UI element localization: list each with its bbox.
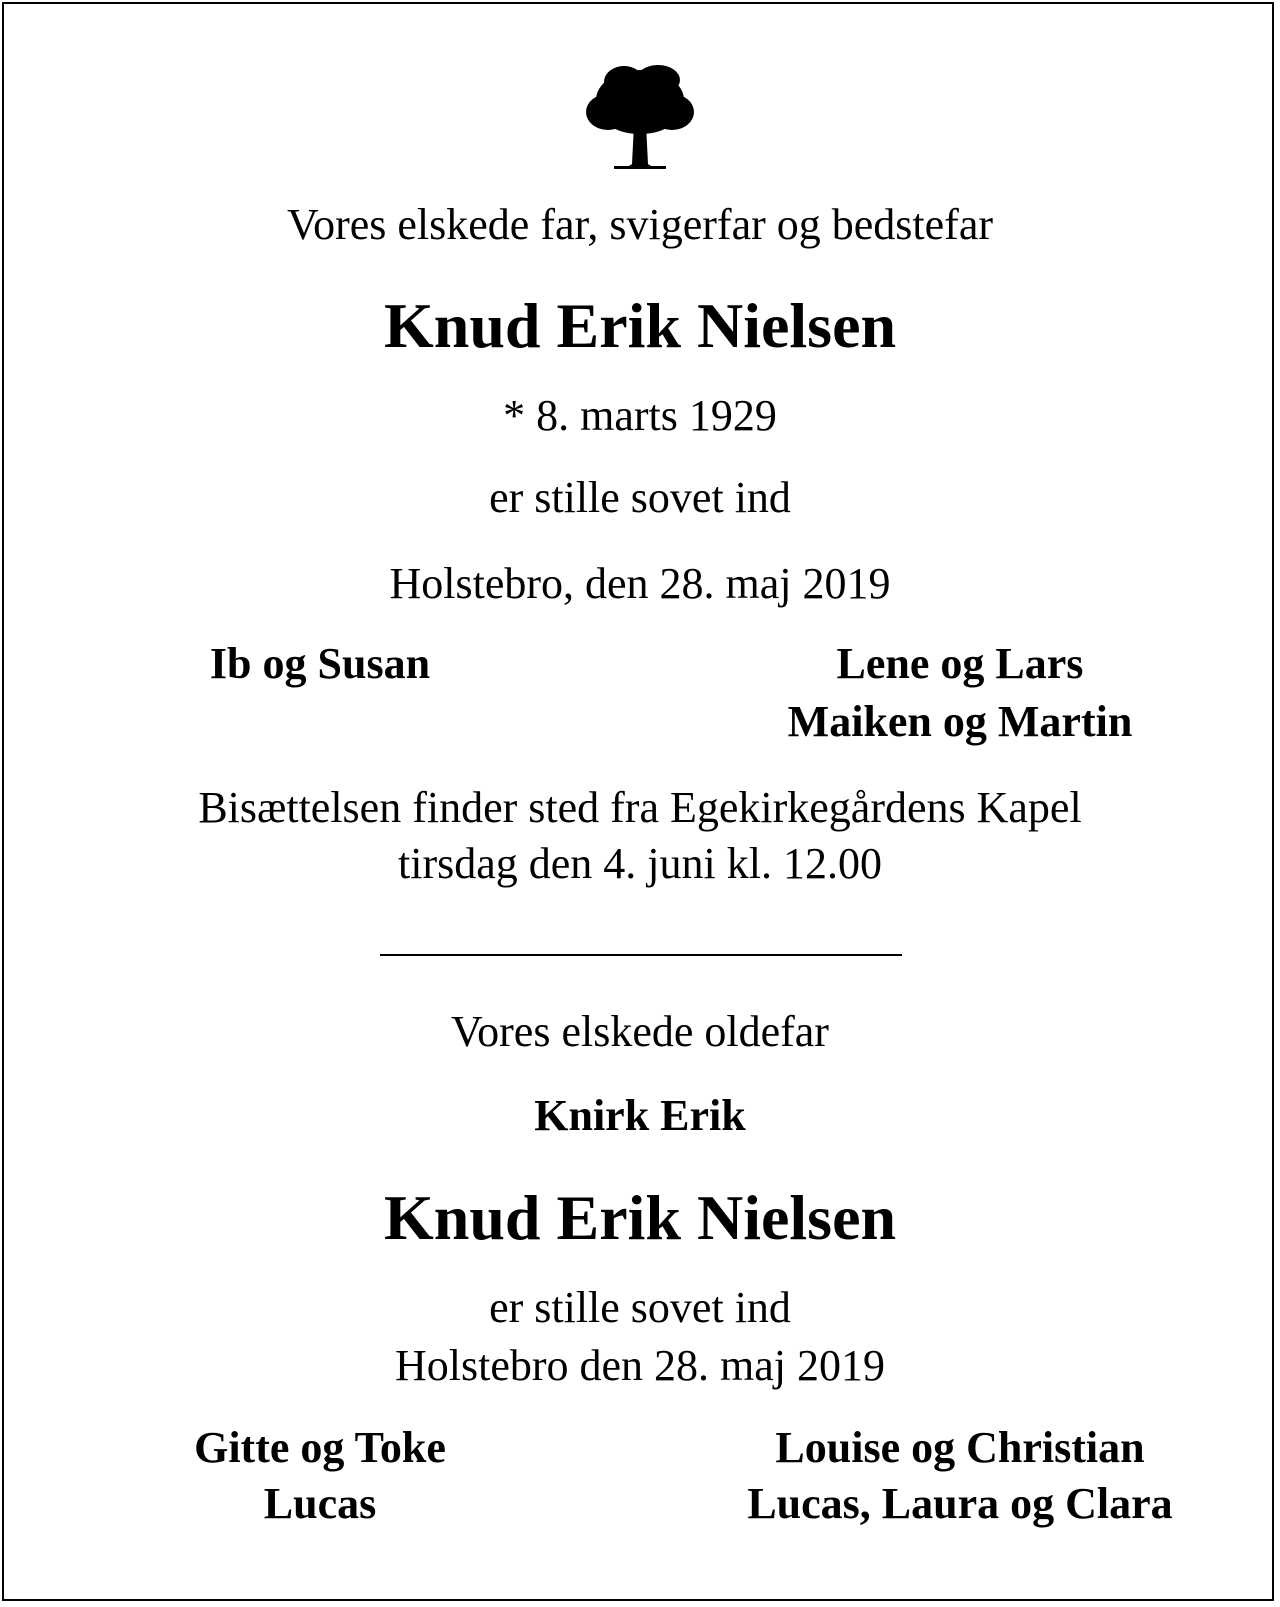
deceased-name-2: Knud Erik Nielsen (383, 1182, 897, 1253)
divider (380, 954, 902, 956)
place-date: Holstebro, den 28. maj 2019 (389, 559, 891, 608)
birth-date: * 8. marts 1929 (503, 391, 777, 440)
passed-text: er stille sovet ind (489, 473, 791, 522)
funeral-info-line2: tirsdag den 4. juni kl. 12.00 (398, 839, 882, 888)
family-right-2 (680, 1423, 1240, 1528)
tree-icon (584, 64, 696, 170)
intro-text-2: Vores elskede oldefar (451, 1007, 829, 1056)
family-name: Lene og Lars (836, 639, 1084, 688)
nickname: Knirk Erik (534, 1091, 746, 1140)
intro-text: Vores elskede far, svigerfar og bedstefar (286, 200, 994, 249)
family-name: Louise og Christian (775, 1423, 1145, 1472)
family-name: Lucas (263, 1479, 377, 1528)
family-left-2 (40, 1423, 600, 1528)
place-date-2: Holstebro den 28. maj 2019 (394, 1341, 886, 1390)
family-left (40, 639, 600, 688)
family-right (680, 639, 1240, 746)
family-name: Gitte og Toke (194, 1423, 446, 1472)
funeral-info-line1: Bisættelsen finder sted fra Egekirkegårdens Kapel (198, 783, 1082, 832)
family-name: Ib og Susan (209, 639, 431, 688)
deceased-name: Knud Erik Nielsen (383, 290, 897, 361)
passed-text-2: er stille sovet ind (489, 1283, 791, 1332)
family-name: Lucas, Laura og Clara (747, 1479, 1173, 1528)
family-name: Maiken og Martin (787, 697, 1133, 746)
